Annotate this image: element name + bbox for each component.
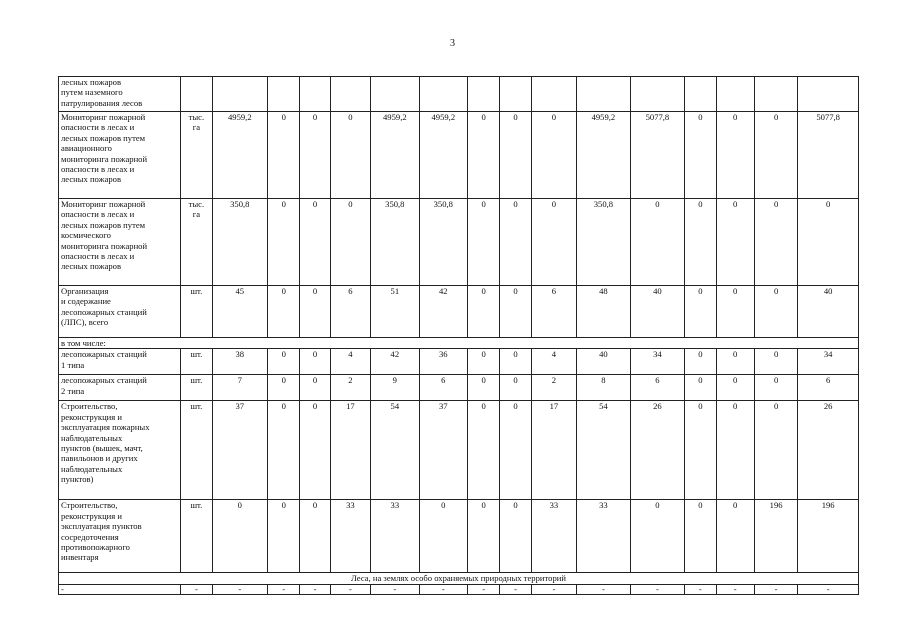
value-cell: 0 (754, 401, 797, 500)
value-cell: 33 (531, 500, 576, 573)
value-cell: 4959,2 (419, 112, 467, 199)
value-cell: 196 (754, 500, 797, 573)
unit-cell: - (181, 585, 212, 595)
table-row (59, 199, 859, 286)
table-row (59, 573, 859, 585)
table-row (59, 401, 859, 500)
value-cell: 0 (500, 401, 531, 500)
value-cell: 350,8 (577, 199, 631, 286)
value-cell: 0 (268, 199, 300, 286)
value-cell: 0 (685, 286, 716, 338)
value-cell: 0 (630, 199, 685, 286)
value-cell: - (754, 585, 797, 595)
value-cell: - (330, 585, 370, 595)
value-cell: - (300, 585, 330, 595)
including-label: в том числе: (59, 338, 859, 349)
table-row (59, 375, 859, 401)
value-cell: 0 (468, 349, 500, 375)
value-cell: 350,8 (371, 199, 419, 286)
value-cell: 34 (798, 349, 859, 375)
value-cell: 0 (500, 349, 531, 375)
value-cell: 0 (716, 286, 754, 338)
value-cell: - (268, 585, 300, 595)
value-cell: 0 (754, 349, 797, 375)
table-row (59, 500, 859, 573)
value-cell: 51 (371, 286, 419, 338)
value-cell: 0 (468, 401, 500, 500)
value-cell: 0 (716, 500, 754, 573)
measure-name-cell: лесопожарных станций 1 типа (59, 349, 181, 375)
value-cell: 33 (330, 500, 370, 573)
value-cell: 0 (685, 349, 716, 375)
value-cell: 0 (268, 500, 300, 573)
value-cell: 0 (212, 500, 268, 573)
value-cell: 0 (268, 286, 300, 338)
value-cell: 6 (798, 375, 859, 401)
value-cell: 36 (419, 349, 467, 375)
value-cell: 0 (754, 286, 797, 338)
value-cell (419, 77, 467, 112)
value-cell: 0 (300, 349, 330, 375)
value-cell: 54 (371, 401, 419, 500)
value-cell: 0 (268, 349, 300, 375)
value-cell: 0 (716, 199, 754, 286)
value-cell: 42 (419, 286, 467, 338)
value-cell: - (212, 585, 268, 595)
value-cell: 0 (300, 401, 330, 500)
value-cell: - (531, 585, 576, 595)
value-cell: 40 (577, 349, 631, 375)
value-cell: 0 (500, 286, 531, 338)
value-cell: 33 (371, 500, 419, 573)
value-cell: 4 (330, 349, 370, 375)
value-cell: 9 (371, 375, 419, 401)
value-cell: 350,8 (419, 199, 467, 286)
measure-name-cell: лесопожарных станций 2 типа (59, 375, 181, 401)
value-cell: 0 (500, 112, 531, 199)
unit-cell: шт. (181, 286, 212, 338)
unit-cell (181, 77, 212, 112)
value-cell: 17 (330, 401, 370, 500)
value-cell: 37 (212, 401, 268, 500)
value-cell: 0 (716, 375, 754, 401)
value-cell: - (500, 585, 531, 595)
value-cell: - (419, 585, 467, 595)
value-cell: 0 (630, 500, 685, 573)
value-cell: 0 (716, 349, 754, 375)
value-cell: 0 (468, 286, 500, 338)
unit-cell: шт. (181, 349, 212, 375)
value-cell: 0 (268, 375, 300, 401)
section-heading: Леса, на землях особо охраняемых природных территорий (59, 573, 859, 585)
value-cell: 0 (419, 500, 467, 573)
value-cell: 6 (330, 286, 370, 338)
value-cell: 40 (630, 286, 685, 338)
value-cell: - (685, 585, 716, 595)
value-cell: - (798, 585, 859, 595)
value-cell: 0 (300, 500, 330, 573)
unit-cell: шт. (181, 375, 212, 401)
unit-cell: шт. (181, 401, 212, 500)
value-cell: 0 (531, 199, 576, 286)
value-cell: 0 (685, 112, 716, 199)
value-cell (754, 77, 797, 112)
value-cell: 0 (468, 375, 500, 401)
value-cell: 0 (268, 401, 300, 500)
value-cell: 7 (212, 375, 268, 401)
value-cell: 0 (300, 286, 330, 338)
value-cell: 0 (500, 500, 531, 573)
value-cell (300, 77, 330, 112)
measure-name-cell: лесных пожаров путем наземного патрулирования лесов (59, 77, 181, 112)
value-cell: 0 (716, 401, 754, 500)
value-cell (330, 77, 370, 112)
value-cell: 5077,8 (630, 112, 685, 199)
value-cell: 0 (268, 112, 300, 199)
value-cell: 26 (630, 401, 685, 500)
value-cell (500, 77, 531, 112)
page-number: 3 (450, 38, 455, 49)
value-cell: 38 (212, 349, 268, 375)
table-row (59, 338, 859, 349)
value-cell (212, 77, 268, 112)
value-cell: 42 (371, 349, 419, 375)
value-cell: 0 (500, 199, 531, 286)
value-cell: 6 (419, 375, 467, 401)
value-cell: 350,8 (212, 199, 268, 286)
value-cell: 2 (531, 375, 576, 401)
value-cell (716, 77, 754, 112)
value-cell: 48 (577, 286, 631, 338)
value-cell: 54 (577, 401, 631, 500)
value-cell: 0 (685, 401, 716, 500)
value-cell: 0 (754, 199, 797, 286)
unit-cell: шт. (181, 500, 212, 573)
unit-cell: тыс. га (181, 199, 212, 286)
value-cell: 6 (630, 375, 685, 401)
value-cell: 0 (468, 199, 500, 286)
value-cell: 0 (716, 112, 754, 199)
value-cell: 45 (212, 286, 268, 338)
value-cell: 0 (685, 375, 716, 401)
table-row (59, 349, 859, 375)
table-row (59, 77, 859, 112)
value-cell: 0 (300, 375, 330, 401)
value-cell: 6 (531, 286, 576, 338)
forest-fire-measures-table (58, 76, 859, 595)
value-cell: 0 (754, 375, 797, 401)
value-cell: 26 (798, 401, 859, 500)
measure-name-cell: Организация и содержание лесопожарных станций (ЛПС), всего (59, 286, 181, 338)
value-cell (577, 77, 631, 112)
value-cell: 0 (531, 112, 576, 199)
measure-name-cell: Строительство, реконструкция и эксплуатация пунктов сосредоточения противопожарного инвентаря (59, 500, 181, 573)
value-cell: 34 (630, 349, 685, 375)
value-cell: 0 (468, 500, 500, 573)
value-cell: 0 (468, 112, 500, 199)
value-cell: 17 (531, 401, 576, 500)
value-cell: - (577, 585, 631, 595)
value-cell: 5077,8 (798, 112, 859, 199)
value-cell: 196 (798, 500, 859, 573)
value-cell: 0 (300, 112, 330, 199)
value-cell (468, 77, 500, 112)
value-cell: 0 (300, 199, 330, 286)
value-cell: 0 (500, 375, 531, 401)
value-cell (531, 77, 576, 112)
table-row (59, 112, 859, 199)
unit-cell: тыс. га (181, 112, 212, 199)
value-cell: - (630, 585, 685, 595)
value-cell: 0 (330, 199, 370, 286)
table-row (59, 286, 859, 338)
measure-name-cell: - (59, 585, 181, 595)
value-cell: - (371, 585, 419, 595)
value-cell: 0 (685, 500, 716, 573)
value-cell: 8 (577, 375, 631, 401)
value-cell: 37 (419, 401, 467, 500)
value-cell: 4959,2 (212, 112, 268, 199)
value-cell (268, 77, 300, 112)
value-cell: 4959,2 (371, 112, 419, 199)
value-cell: 0 (330, 112, 370, 199)
measure-name-cell: Мониторинг пожарной опасности в лесах и лесных пожаров путем авиационного мониторинга пожарной опасности в лесах и лесных пожаров (59, 112, 181, 199)
measure-name-cell: Мониторинг пожарной опасности в лесах и лесных пожаров путем космического мониторинга пожарной опасности в лесах и лесных пожаров (59, 199, 181, 286)
value-cell: 0 (685, 199, 716, 286)
table-row (59, 585, 859, 595)
value-cell (371, 77, 419, 112)
value-cell: - (716, 585, 754, 595)
value-cell: 0 (798, 199, 859, 286)
measure-name-cell: Строительство, реконструкция и эксплуатация пожарных наблюдательных пунктов (вышек, мачт, павильонов и других наблюдательных пунктов) (59, 401, 181, 500)
value-cell: 0 (754, 112, 797, 199)
value-cell: 4959,2 (577, 112, 631, 199)
value-cell (798, 77, 859, 112)
value-cell: 2 (330, 375, 370, 401)
value-cell: - (468, 585, 500, 595)
value-cell (685, 77, 716, 112)
value-cell: 4 (531, 349, 576, 375)
value-cell (630, 77, 685, 112)
value-cell: 40 (798, 286, 859, 338)
value-cell: 33 (577, 500, 631, 573)
